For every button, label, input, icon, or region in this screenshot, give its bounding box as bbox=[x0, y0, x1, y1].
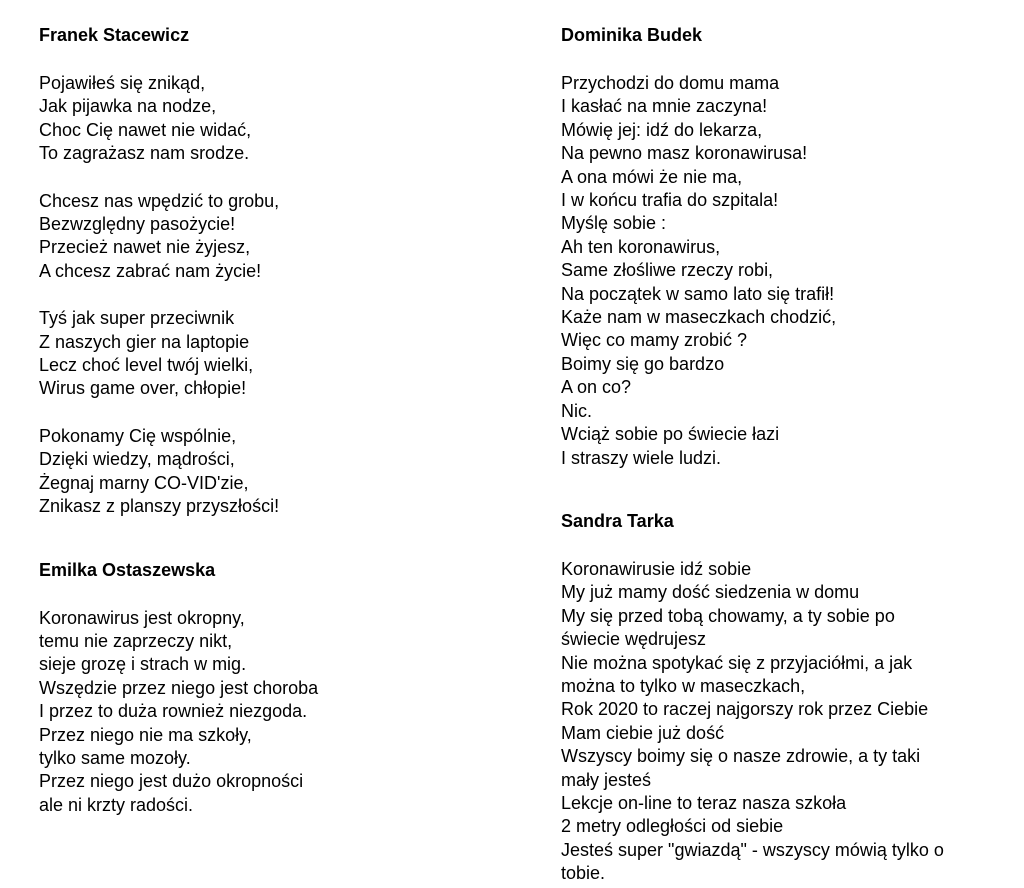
poem-line: ale ni krzty radości. bbox=[39, 794, 194, 815]
poem-line: Przez niego jest dużo okropności bbox=[39, 771, 304, 792]
poem-line: A ona mówi że nie ma, bbox=[561, 166, 743, 187]
poem-line: Choc Cię nawet nie widać, bbox=[39, 119, 252, 140]
poem-stanza bbox=[561, 72, 1011, 470]
poem-line: Na początek w samo lato się trafił! bbox=[561, 283, 835, 304]
poem-line: Lekcje on-line to teraz nasza szkoła bbox=[561, 792, 847, 813]
poem-stanza bbox=[561, 558, 1011, 886]
poem-line: Z naszych gier na laptopie bbox=[39, 331, 250, 352]
poem bbox=[39, 24, 509, 519]
poem bbox=[561, 510, 1011, 886]
poem-line: Wirus game over, chłopie! bbox=[39, 378, 247, 399]
poem-line: Nic. bbox=[561, 400, 592, 421]
poem-line: mały jesteś bbox=[561, 769, 652, 790]
poem-line: To zagrażasz nam srodze. bbox=[39, 143, 250, 164]
poem-line: temu nie zaprzeczy nikt, bbox=[39, 630, 233, 651]
poem-line: A on co? bbox=[561, 377, 632, 398]
poem-line: Jesteś super "gwiazdą" - wszyscy mówią tylko o bbox=[561, 839, 944, 860]
poem-author: Dominika Budek bbox=[561, 25, 703, 45]
poem-line: A chcesz zabrać nam życie! bbox=[39, 260, 262, 281]
poem-line: I kasłać na mnie zaczyna! bbox=[561, 96, 768, 117]
poem-line: Boimy się go bardzo bbox=[561, 353, 725, 374]
poem-stanza bbox=[39, 190, 509, 284]
poem-line: Chcesz nas wpędzić to grobu, bbox=[39, 190, 280, 211]
poem-line: Ah ten koronawirus, bbox=[561, 236, 721, 257]
left-column bbox=[39, 24, 509, 817]
poem-line: Dzięki wiedzy, mądrości, bbox=[39, 449, 235, 470]
poem-stanza bbox=[39, 607, 509, 818]
poem-stanza bbox=[39, 425, 509, 519]
poem-line: świecie wędrujesz bbox=[561, 629, 707, 650]
poem-line: Mam ciebie już dość bbox=[561, 722, 725, 743]
poem-line: Wszyscy boimy się o nasze zdrowie, a ty taki bbox=[561, 746, 921, 767]
poem-line: sieje grozę i strach w mig. bbox=[39, 654, 247, 675]
poem-line: Koronawirusie idź sobie bbox=[561, 558, 752, 579]
poem-line: Wciąż sobie po świecie łazi bbox=[561, 424, 780, 445]
poem-line: I przez to duża rownież niezgoda. bbox=[39, 701, 308, 722]
poem-line: Przecież nawet nie żyjesz, bbox=[39, 237, 251, 258]
poem-line: Każe nam w maseczkach chodzić, bbox=[561, 307, 837, 328]
poem-line: I w końcu trafia do szpitala! bbox=[561, 190, 779, 211]
poem-line: Pokonamy Cię wspólnie, bbox=[39, 425, 237, 446]
poem-line: My się przed tobą chowamy, a ty sobie po bbox=[561, 605, 895, 626]
poem-line: Na pewno masz koronawirusa! bbox=[561, 143, 808, 164]
poem-line: Pojawiłeś się znikąd, bbox=[39, 73, 206, 93]
poem-line: Znikasz z planszy przyszłości! bbox=[39, 496, 280, 517]
poem-line: Przychodzi do domu mama bbox=[561, 73, 780, 93]
poem-line: Przez niego nie ma szkoły, bbox=[39, 724, 252, 745]
poem-line: Myślę sobie : bbox=[561, 213, 667, 234]
poem-line: Lecz choć level twój wielki, bbox=[39, 355, 254, 376]
poem-line: Jak pijawka na nodze, bbox=[39, 96, 217, 117]
poem bbox=[39, 559, 509, 818]
poem-author: Franek Stacewicz bbox=[39, 25, 190, 45]
poem-line: Mówię jej: idź do lekarza, bbox=[561, 119, 763, 140]
poem-line: Wszędzie przez niego jest choroba bbox=[39, 677, 319, 698]
right-column bbox=[561, 24, 1011, 886]
poem-line: można to tylko w maseczkach, bbox=[561, 675, 806, 696]
poem-line: tobie. bbox=[561, 863, 606, 884]
poem-line: Żegnaj marny CO-VID'zie, bbox=[39, 472, 249, 493]
poem-line: Bezwzględny pasożycie! bbox=[39, 214, 236, 235]
poem-author: Emilka Ostaszewska bbox=[39, 559, 216, 580]
poem-line: tylko same mozoły. bbox=[39, 747, 191, 768]
poem-line: Rok 2020 to raczej najgorszy rok przez Ciebie bbox=[561, 699, 929, 720]
poem-line: Koronawirus jest okropny, bbox=[39, 607, 245, 628]
poem-line: Same złośliwe rzeczy robi, bbox=[561, 260, 774, 281]
poem-line: I straszy wiele ludzi. bbox=[561, 447, 722, 468]
poem-line: My już mamy dość siedzenia w domu bbox=[561, 582, 860, 603]
poem-stanza bbox=[39, 307, 509, 401]
poem bbox=[561, 24, 1011, 470]
poem-line: Więc co mamy zrobić ? bbox=[561, 330, 748, 351]
poem-author: Sandra Tarka bbox=[561, 510, 674, 531]
poem-line: Tyś jak super przeciwnik bbox=[39, 308, 235, 329]
poem-line: 2 metry odległości od siebie bbox=[561, 816, 784, 837]
poem-stanza bbox=[39, 72, 509, 166]
poem-line: Nie można spotykać się z przyjaciółmi, a jak bbox=[561, 652, 913, 673]
